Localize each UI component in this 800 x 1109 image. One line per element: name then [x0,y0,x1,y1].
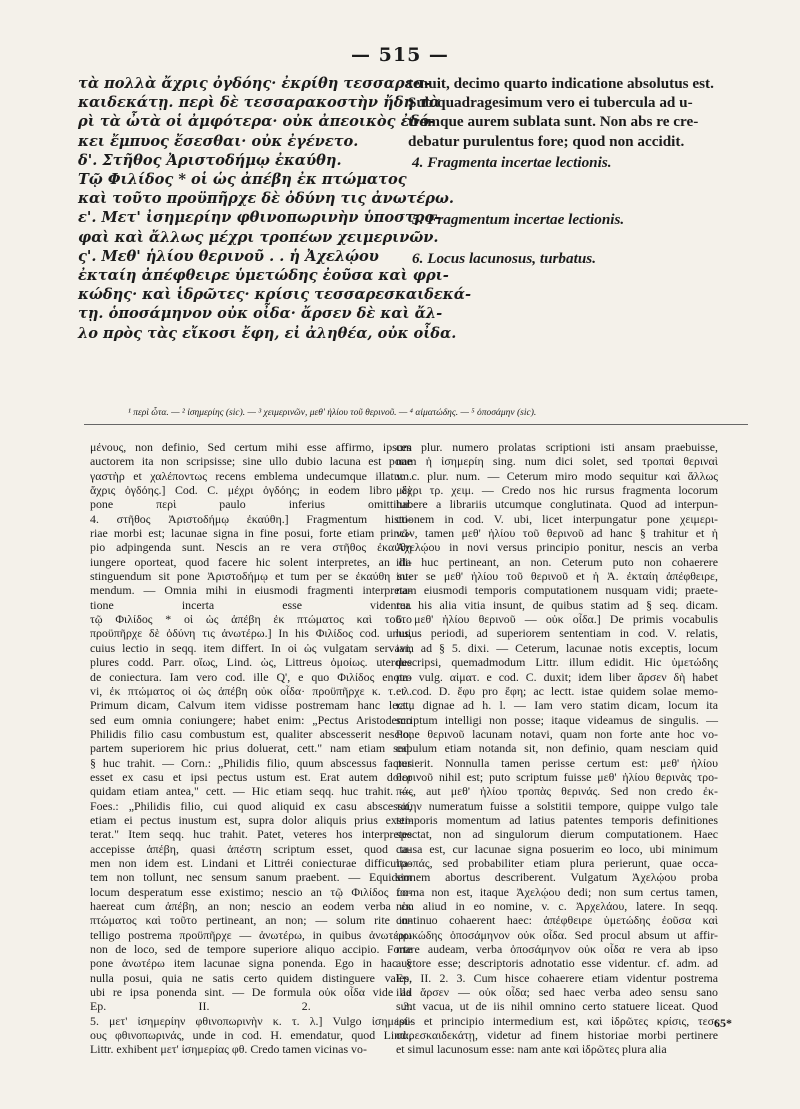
commentary-line: spectat, non ad singulorum dierum computationem. Haec [396,827,718,842]
commentary-line: quidam etiam antea," cett. — Hic etiam seqq. huc trahit. — [90,784,412,799]
commentary-line: causa est, cur lacunae signa posuerim eo loco, ubi minimum [396,841,718,856]
greek-line: ς'. Μεθ' ἡλίου θερινοῦ . . ἡ Ἀχελῴου [78,247,379,265]
divider [84,424,748,425]
commentary-line: telligo postrema προϋπῆρχε — ἀνωτέρω, in quibus ἀνωτέρω [90,927,412,942]
commentary-line: tione incerta esse videntur. [90,597,412,612]
commentary-line: ces plur. numero prolatas scriptioni isti ansam praebuisse, [396,440,718,454]
page-number: — 515 — [351,44,449,66]
greek-line: κώδης· καὶ ἱδρῶτες· κρίσις τεσσαρεσκαιδεκά- [78,286,472,304]
commentary-line: pio adpingenda sunt. Nescis an re vera στῆθος ἐκαύθη [90,540,412,555]
commentary-line: σαρεσκαιδεκάτῃ, videtur ad finem historiae morbi pertinere [396,1028,718,1043]
commentary-line: plures codd. Parr. οἵως, Lind. ὡς, Littreus ὁμοίως. uterque [90,655,412,670]
commentary-line: auctore esse; descriptoris adnotatio esse videntur. cf. adm. ad [396,956,718,971]
commentary-line: ctionem in cod. V. ubi, licet interpungatur pone χειμερι- [396,511,718,526]
signature-mark: 65* [714,1016,732,1030]
greek-line: λο πρὸς τὰς εἴκοσι ἔφη, εἰ ἀληθέα, οὐκ οἶδα. [78,324,457,342]
commentary-line: esset ex casu et ipsi pectus ustum est. Erat autem dolor [90,769,412,784]
commentary-line: φρικώδης ὁποσάμηνον οὐκ οἶδα. Sed procul absum ut affir- [396,927,718,942]
commentary-line: νῶν, tamen μεθ' ἡλίου τοῦ θερινοῦ ad hanc § trahitur et ἡ [396,526,718,541]
commentary-line: πτώματος καὶ τοῦτο pertineant, an non; — solum rite in- [90,913,412,928]
commentary-line: rea his alia vitia insunt, de quibus statim ad § seq. dicam. [396,597,718,612]
greek-line: τῃ. ὁποσάμηνον οὐκ οἶδα· ἄρσεν δὲ καὶ ἄλ- [78,305,443,323]
commentary-line: ταίην numeratum fuisse a solstitii tempore, quippe vulgo tale [396,798,718,813]
commentary-line: descripsi, quemadmodum Littr. illum edidit. Hic ὑμετώδης [396,655,718,670]
commentary-line: sionem abortus describerent. Vulgatum Ἀχελῴου proba [396,870,718,885]
commentary-line: τῷ Φιλίδος * οἱ ὡς ἀπέβη ἐκ πτώματος καὶ τοῦτο [90,612,412,627]
commentary-line: Ἀχελῴου in novi versus principio ponitur, nescis an verba [396,540,718,555]
commentary-line: non de loco, sed de tempore superiore aliquo accipio. Forte [90,942,412,957]
commentary-line: etiam ei pectus inustum est, supra dolor aliquis prius exsti- [90,812,412,827]
commentary-line: auctorem ita non scripsisse; sine ullo dubio lacuna est pone [90,454,412,469]
commentary-line: 5. μετ' ἰσημερίην φθινοπωρινὴν κ. τ. λ.] Vulgo ἰσημερί- [90,1013,412,1028]
commentary-line: μέχρι τρ. χειμ. — Credo nos hic rursus fragmenta locorum [396,483,718,498]
commentary-line: iungere oporteat, quod facere hic solent interpretes, an di- [90,554,412,569]
commentary-line: ους φθινοπωρινάς, unde in cod. H. emendatur, quod Lind., [90,1028,412,1043]
commentary-line: et cod. D. ἔφυ pro ἔφη; ac lectt. istae quidem solae memo- [396,683,718,698]
greek-line: φαὶ καὶ ἄλλως μέχρι τροπέων χειμερινῶν. [78,228,439,246]
commentary-line: Philidis filio casu combustum est, qualiter abscesserit nescio, [90,726,412,741]
commentary-line: inter se μεθ' ἡλίου τοῦ θερινοῦ et ἡ Ἀ. ἐκταίη ἀπέφθειρε, [396,569,718,584]
latin-translation-column [408,74,750,268]
section-heading: 4. Fragmenta incertae lectionis. [412,153,612,171]
blank-line [408,230,750,249]
greek-line: ε'. Μετ' ἰσημερίην φθινοπωρινὴν ὑποστρο- [78,209,441,227]
commentary-left-column [90,440,412,1057]
commentary-line: vi, ἐκ πτώματος οἱ ὡς ἀπέβη οὐκ οἶδα· προϋπῆρχε κ. τ. λ. [90,683,412,698]
commentary-line: istis et principio intermedium est, καὶ ἱδρῶτες κρίσις, τεσ- [396,1013,718,1028]
blank-line [408,172,750,191]
commentary-line: 4. στῆθος Ἀριστοδήμῳ ἐκαύθη.] Fragmentum histo- [90,511,412,526]
latin-line: Sub quadragesimum vero ei tubercula ad u- [408,94,693,112]
commentary-line: Primum dicam, Calvum item vidisse postremam hanc lect., [90,698,412,713]
commentary-line: illa ἄρσεν — οὐκ οἶδα; sed haec verba adeo sensu sano [396,985,718,1000]
latin-line: tramque aurem sublata sunt. Non abs re cre- [408,113,699,131]
commentary-line: ἄχρις ὀγδόης.] Cod. C. μέχρι ὀγδόης; in eodem libro δὲ [90,483,412,498]
commentary-line: μένους, non definio, Sed certum mihi esse affirmo, ipsum [90,440,412,454]
commentary-line: sed eum omnia coniungere; habet enim: „Pectus Aristodemo [90,712,412,727]
greek-line: ἐκταίη ἀπέφθειρε ὑμετώδης ἐοῦσα καὶ φρι- [78,267,449,285]
commentary-line: Pone θερινοῦ lacunam notavi, quam non forte ante hoc vo- [396,726,718,741]
greek-line: καὶ τοῦτο προϋπῆρχε δὲ ὀδύνη τις ἀνωτέρω. [78,190,454,208]
commentary-line: partem superiorem hic prius doluerat, cett." nam etiam seq. [90,741,412,756]
commentary-line: locum desperatum esse existimo; nescio an τῷ Φιλίδος co- [90,884,412,899]
greek-line: καιδεκάτῃ. περὶ δὲ τεσσαρακοστὴν ἤδη τὰ [78,94,441,112]
commentary-line: θερινοῦ nihil est; puto scriptum fuisse μεθ' ἡλίου θερινὰς τρο- [396,769,718,784]
section-heading: 6. Locus lacunosus, turbatus. [412,249,596,267]
commentary-line: haereat cum ἀπέβη, an non; nescio an eodem verba ἐκ [90,899,412,913]
commentary-line: cabulum etiam notanda sit, non definio, quam nesciam quid [396,741,718,756]
commentary-line: scriptum intelligi non posse; itaque videamus de singulis. — [396,712,718,727]
commentary-line: προϋπῆρχε δὲ ὀδύνη τις ἀνωτέρω.] In his Φιλίδος cod. unus, [90,626,412,641]
commentary-line: terat." Item seqq. huc trahit. Patet, veteres hos interpretes [90,827,412,842]
commentary-line: iam ad § 5. dixi. — Ceterum, lacunae notis exceptis, locum [396,640,718,655]
commentary-line: 6. μεθ' ἡλίου θερινοῦ — οὐκ οἶδα.] De primis vocabulis [396,612,718,627]
commentary-line: pro vulg. αἱματ. e cod. C. duxit; idem liber ἄρσεν δὴ habet [396,669,718,684]
latin-line: debatur purulentus fore; quod non accidit. [408,132,685,150]
commentary-line: de coniectura. Iam vero cod. ille Q', e quo Φιλίδος enota- [90,669,412,684]
commentary-line: nam ἡ ἰσημερίη sing. num dici solet, sed τροπαὶ θεριναὶ [396,454,718,469]
upper-text-block [78,74,750,402]
commentary-line: continuo cohaerent haec: ἀπέφθειρε ὑμετώδης ἐοῦσα καὶ [396,913,718,928]
commentary-line: huius periodi, ad superiorem sententiam in cod. V. relatis, [396,626,718,641]
commentary-line: Littr. exhibent μετ' ἰσημερίας φθ. Credo tamen vicinas vo- [90,1042,367,1057]
greek-line: Τῷ Φιλίδος * οἱ ὡς ἀπέβη ἐκ πτώματος [78,171,407,189]
commentary-line: nulla posui, quia ne satis certo quidem distinguere vales, [90,970,412,985]
commentary-line: v. c. plur. num. — Ceterum miro modo sequitur καὶ ἄλλως [396,468,718,483]
commentary-line: et simul lacunosum esse: nam ante καὶ ἱδρῶτες plura alia [396,1042,667,1057]
commentary-line: sunt vacua, ut de iis nihil omnino certo statuere liceat. Quod [396,999,718,1014]
commentary-line: τροπάς, sed probabiliter etiam plura perierunt, quae occa- [396,855,718,870]
commentary-line: pone περὶ paulo inferius omittitur. [90,497,412,512]
section-heading: 5. Fragmentum incertae lectionis. [412,211,625,229]
commentary-line: riae morbi est; lacunae signa in fine posui, forte etiam princi- [90,526,412,541]
commentary-line: Ep. II. 2. 3. Cum hisce cohaerere etiam videntur postrema [396,970,718,985]
commentary-line: non aliud in eo nomine, v. c. Ἀρχελάου, latere. In seqq. [396,899,718,913]
commentary-line: ubi re ipsa ponenda sint. — De formula οὐκ οἶδα vide ad [90,985,412,1000]
commentary-line: illa huc pertineant, an non. Ceterum puto non cohaerere [396,554,718,569]
commentary-line: men non idem est. Lindani et Littréi coniecturae difficulta- [90,855,412,870]
commentary-line: ratu dignae ad h. l. — Iam vero statim dicam, locum ita [396,698,718,713]
greek-line: δ'. Στῆθος Ἀριστοδήμῳ ἐκαύθη. [78,151,342,169]
commentary-line: mendum. — Omnia mihi in eiusmodi fragmenti interpreta- [90,583,412,598]
commentary-line: nam eiusmodi temporis computationem nusquam vidi; praete- [396,583,718,598]
greek-text-column [78,74,472,343]
greek-line: ρὶ τὰ ὦτὰ οἱ ἀμφότερα· οὐκ ἀπεοικὸς ἐδό- [78,113,436,131]
blank-line [408,191,750,210]
greek-line: τὰ πολλὰ ἄχρις ὀγδόης· ἐκρίθη τεσσαρεσ- [78,75,431,92]
commentary-line: tem non tollunt, nec sensum sanum praebent. — Equidem [90,870,412,885]
commentary-line: § huc trahit. — Corn.: „Philidis filio, quum abscessus factus [90,755,412,770]
commentary-right-column [396,440,718,1057]
footnote: ¹ περὶ ὦτα. — ² ἰσημερίης (sic). — ³ χειμερινῶν, μεθ' ἡλίου τοῦ θερινοῦ. — ⁴ αἱματώδης. — ⁵ ὁποσάμην (sic). [128,408,537,418]
commentary-line: cuius lectio in seqq. item differt. In οἱ ὡς vulgatam servavi, [90,640,412,655]
commentary-line: perierit. Nonnulla tamen perisse certum est: μεθ' ἡλίου [396,755,718,770]
commentary-line: πάς, aut μεθ' ἡλίου τροπὰς θερινάς. Sed non credo ἐκ- [396,784,718,799]
commentary-line: Foes.: „Philidis filio, cui quod aliquid ex casu abscessit, [90,798,412,813]
commentary-line: habere a librariis utcumque conglutinata. Quod ad interpun- [396,497,718,512]
commentary-line: stinguendum sit pone Ἀριστοδήμῳ et tum per se ἐκαύθη su- [90,569,412,584]
greek-line: κει ἔμπυος ἔσεσθαι· οὐκ ἐγένετο. [78,132,359,150]
commentary-line: Ep. II. 2. 3. [90,999,412,1014]
latin-line: tenuit, decimo quarto indicatione absolutus est. [408,75,714,92]
commentary-line: temporis momentum ad latius patentes temporis definitiones [396,812,718,827]
commentary-line: mare audeam, verba ὁποσάμηνον οὐκ οἶδα re vera ab ipso [396,942,718,957]
commentary-line: forma non est, itaque Ἀχελῴου dedi; non sum certus tamen, [396,884,718,899]
commentary-line: pone ἀνωτέρω item lacunae signa ponenda. Ego in hac § [90,956,412,971]
commentary-line: accepisse ἀπέβη, quasi ἀπέστη scriptum esset, quod ta- [90,841,412,856]
commentary-line: γαστὴρ et χαλέποντως recens emblema undecumque illatum. [90,468,412,483]
